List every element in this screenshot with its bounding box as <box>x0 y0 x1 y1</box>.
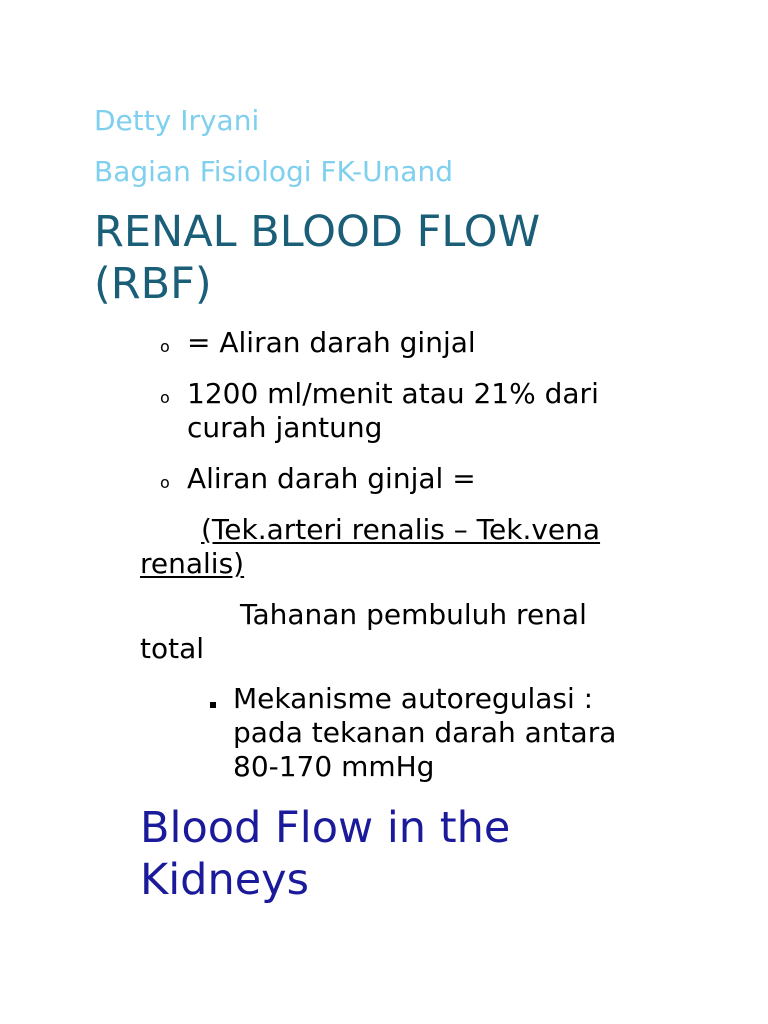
formula-denominator <box>140 598 587 666</box>
autoregulation-line: Mekanisme autoregulasi : <box>233 682 594 715</box>
section-heading <box>140 802 510 906</box>
bullet-marker: o <box>160 388 170 407</box>
bullet-text <box>187 462 476 496</box>
bullet-marker: o <box>160 473 170 492</box>
autoregulation-line: 80-170 mmHg <box>233 750 435 783</box>
autoregulation-text <box>233 682 616 784</box>
denominator-line-1: Tahanan pembuluh renal <box>240 598 587 631</box>
denominator-line-2: total <box>140 632 205 665</box>
bullet-text <box>187 326 476 360</box>
slide-title-line-1: RENAL BLOOD FLOW <box>94 207 541 257</box>
section-heading-line-2: Kidneys <box>140 855 309 905</box>
section-heading-line-1: Blood Flow in the <box>140 803 511 853</box>
slide-title <box>94 206 540 310</box>
bullet-text <box>187 377 599 445</box>
bullet-line: = Aliran darah ginjal <box>187 326 476 359</box>
numerator-line-1: (Tek.arteri renalis – Tek.vena <box>201 513 601 546</box>
bullet-marker: o <box>160 337 170 356</box>
bullet-line: Aliran darah ginjal = <box>187 462 476 495</box>
bullet-line: 1200 ml/menit atau 21% dari <box>187 377 599 410</box>
affiliation: Bagian Fisiologi FK-Unand <box>94 155 453 188</box>
autoregulation-line: pada tekanan darah antara <box>233 716 617 749</box>
slide-title-line-2: (RBF) <box>94 259 212 309</box>
numerator-line-2: renalis) <box>140 547 245 580</box>
author-name: Detty Iryani <box>94 104 260 137</box>
formula-numerator <box>140 513 600 581</box>
square-bullet-icon <box>210 702 216 708</box>
bullet-line: curah jantung <box>187 411 383 444</box>
